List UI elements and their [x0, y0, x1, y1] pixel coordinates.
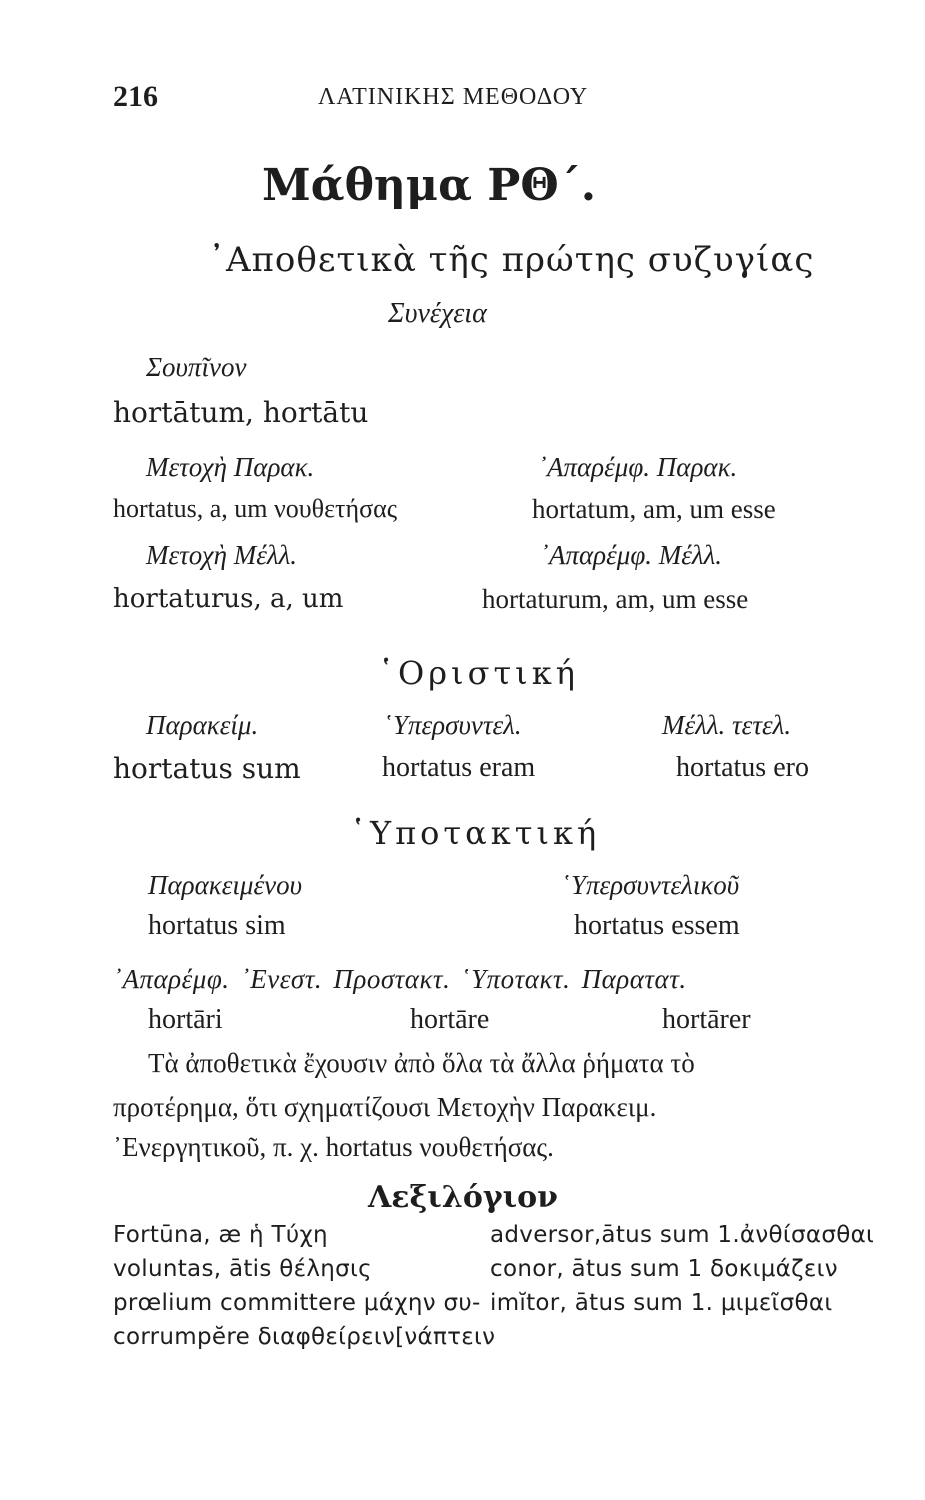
perfect-participle-forms: hortatus, a, um νουθετήσας [113, 494, 398, 523]
future-infinitive-label: ᾿Απαρέμφ. Μέλλ. [540, 540, 723, 570]
paragraph-line-1: Τὰ ἀποθετικὰ ἔχουσιν ἀπὸ ὅλα τὰ ἄλλα ῥήματα τὸ [148, 1048, 695, 1078]
supine-label: Σουπῖνον [146, 352, 247, 382]
lesson-subtitle: ᾿Αποθετικὰ τῆς πρώτης συζυγίας [208, 240, 815, 280]
present-forms-labels: ᾿Απαρέμφ. ᾿Ενεστ. Προστακτ. ῾Υποτακτ. Παρατατ. [113, 964, 687, 994]
present-infinitive-form: hortāri [148, 1004, 223, 1035]
page-number: 216 [113, 80, 158, 113]
lexicon-right-3: imĭtor, ātus sum 1. μιμεῖσθαι [490, 1290, 833, 1316]
indicative-perfect-label: Παρακείμ. [146, 710, 259, 740]
supine-forms: hortātum, hortātu [113, 396, 369, 429]
subjunctive-perfect-label: Παρακειμένου [148, 870, 302, 900]
paragraph-line-3: ᾿Ενεργητικοῦ, π. χ. hortatus νουθετήσας. [113, 1132, 554, 1162]
lexicon-left-4: corrumpĕre διαφθείρειν[νάπτειν [113, 1324, 496, 1350]
perfect-infinitive-label: ᾿Απαρέμφ. Παρακ. [538, 452, 738, 482]
subjunctive-heading: ῾Υποτακτική [350, 814, 601, 852]
present-imperative-form: hortāre [410, 1004, 490, 1035]
lexicon-right-2: conor, ātus sum 1 δοκιμάζειν [490, 1256, 838, 1282]
perfect-infinitive-forms: hortatum, am, um esse [532, 494, 776, 524]
indicative-pluperfect-label: ῾Υπερσυντελ. [384, 710, 522, 740]
future-participle-forms: hortaturus, a, um [113, 584, 344, 614]
lexicon-right-1: adversor,ātus sum 1.ἀνθίσασθαι [490, 1222, 875, 1248]
future-participle-label: Μετοχὴ Μέλλ. [146, 540, 298, 570]
perfect-participle-label: Μετοχὴ Παρακ. [146, 452, 315, 482]
lesson-title: Μάθημα ΡΘ΄. [262, 160, 597, 211]
lexicon-left-1: Fortūna, æ ἡ Τύχη [113, 1222, 328, 1248]
imperfect-subjunctive-form: hortārer [662, 1004, 751, 1035]
indicative-pluperfect-form: hortatus eram [382, 752, 536, 783]
indicative-future-perfect-form: hortatus ero [676, 752, 809, 783]
indicative-future-perfect-label: Μέλλ. τετελ. [662, 710, 792, 740]
lexicon-left-3: prœlium committere μάχην συ- [113, 1290, 481, 1316]
lexicon-left-2: voluntas, ātis θέλησις [113, 1256, 372, 1282]
running-title: ΛΑΤΙΝΙΚΗΣ ΜΕΘΟΔΟΥ [318, 84, 589, 110]
subjunctive-pluperfect-label: ῾Υπερσυντελικοῦ [562, 870, 740, 900]
subjunctive-pluperfect-form: hortatus essem [574, 910, 740, 941]
indicative-perfect-form: hortatus sum [113, 752, 301, 785]
paragraph-line-2: προτέρημα, ὅτι σχηματίζουσι Μετοχὴν Παρακειμ. [113, 1092, 657, 1122]
continuation-label: Συνέχεια [388, 298, 487, 329]
indicative-heading: ῾Οριστική [378, 654, 579, 692]
subjunctive-perfect-form: hortatus sim [148, 910, 286, 941]
future-infinitive-forms: hortaturum, am, um esse [482, 584, 749, 614]
lexicon-heading: Λεξιλόγιον [368, 1180, 558, 1215]
